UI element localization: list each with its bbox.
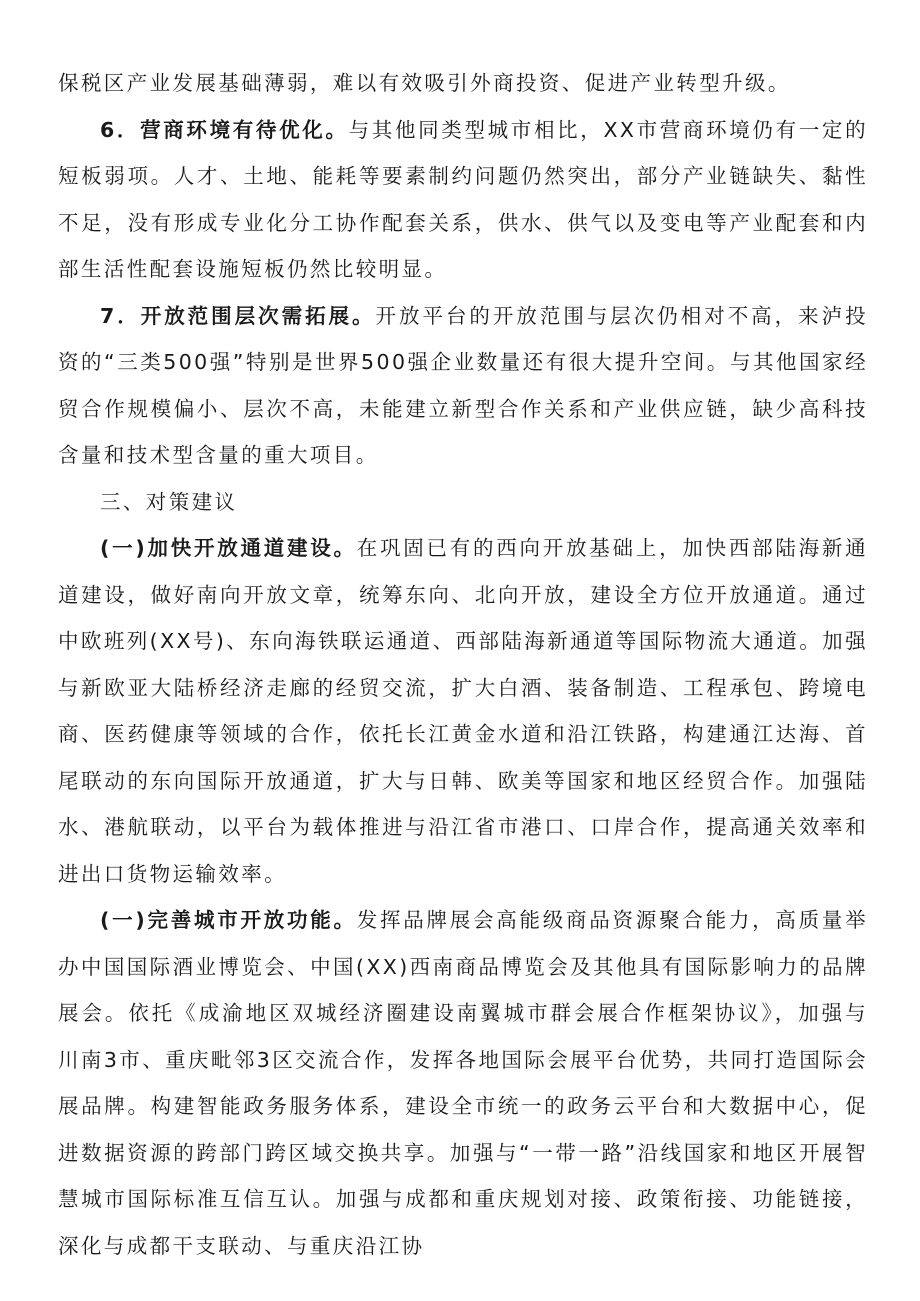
subsection-open-channels [58,525,868,897]
subsection-lead-1: (一)加快开放通道建设。 [100,536,357,560]
subsection-text: 在巩固已有的西向开放基础上，加快西部陆海新通道建设，做好南向开放文章，统筹东向、北向开放，建设全方位开放通道。通过中欧班列(XX号)、东向海铁联运通道、西部陆海新通道等国际物流大通道。加强与新欧亚大陆桥经济走廊的经贸交流，扩大白酒、装备制造、工程承包、跨境电商、医药健康等领域的合作，依托长江黄金水道和沿江铁路，构建通江达海、首尾联动的东向国际开放通道，扩大与日韩、欧美等国家和地区经贸合作。加强陆水、港航联动，以平台为载体推进与沿江省市港口、口岸合作，提高通关效率和进出口货物运输效率。 [58,536,868,886]
paragraph-text: 开放平台的开放范围与层次仍相对不高，来泸投资的“三类500强”特别是世界500强企业数量还有很大提升空间。与其他国家经贸合作规模偏小、层次不高，未能建立新型合作关系和产业供应链，缺少高科技含量和技术型含量的重大项目。 [58,303,868,467]
paragraph-text: 保税区产业发展基础薄弱，难以有效吸引外商投资、促进产业转型升级。 [58,71,791,95]
paragraph-text: 与其他同类型城市相比，XX市营商环境仍有一定的短板弱项。人才、土地、能耗等要素制约问题仍然突出，部分产业链缺失、黏性不足，没有形成专业化分工协作配套关系，供水、供气以及变电等产业配套和内部生活性配套设施短板仍然比较明显。 [58,117,868,281]
paragraph-continued [58,60,868,107]
paragraph-lead-6: 6．营商环境有待优化。 [100,117,349,142]
document-page [58,60,868,1269]
subsection-text: 发挥品牌展会高能级商品资源聚合能力，高质量举办中国国际酒业博览会、中国(XX)西南商品博览会及其他具有国际影响力的品牌展会。依托《成渝地区双城经济圈建设南翼城市群会展合作框架协议》，加强与川南3市、重庆毗邻3区交流合作，发挥各地国际会展平台优势，共同打造国际会展品牌。构建智能政务服务体系，建设全市统一的政务云平台和大数据中心，促进数据资源的跨部门跨区域交换共享。加强与“一带一路”沿线国家和地区开展智慧城市国际标准互信互认。加强与成都和重庆规划对接、政策衔接、功能链接，深化与成都干支联动、与重庆沿江协 [58,908,868,1258]
paragraph-opening-scope [58,293,868,479]
subsection-city-functions [58,897,868,1269]
paragraph-lead-7: 7．开放范围层次需拓展。 [100,303,376,328]
section-heading: 三、对策建议 [100,489,238,514]
subsection-lead-2: (一)完善城市开放功能。 [100,908,357,932]
paragraph-business-environment [58,107,868,293]
